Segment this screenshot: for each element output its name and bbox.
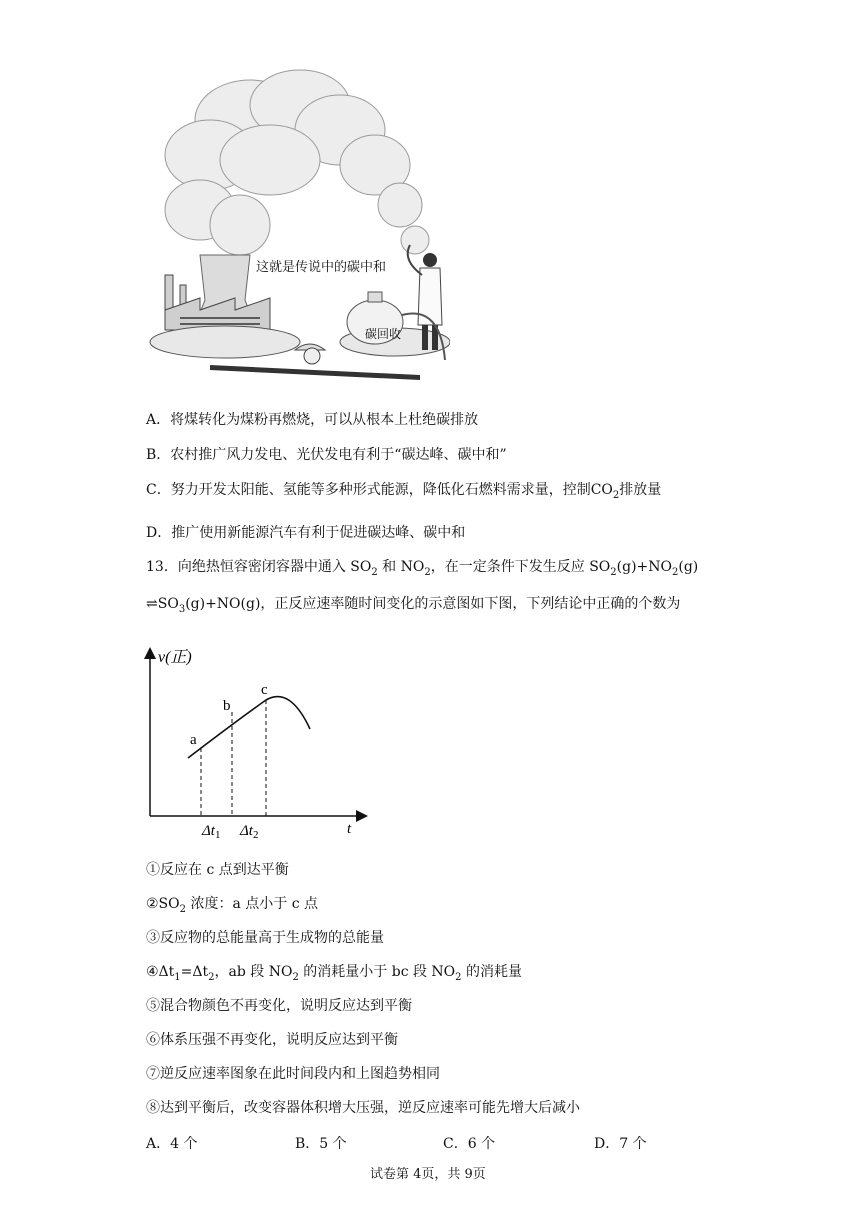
statement-3: ③反应物的总能量高于生成物的总能量	[146, 930, 384, 946]
point-label-a: a	[190, 732, 197, 748]
q12-option-c: C．努力开发太阳能、氢能等多种形式能源，降低化石燃料需求量，控制$CO_2$排放量	[146, 482, 662, 501]
rate-time-graph	[140, 640, 380, 840]
answer-option-c: C．6 个	[443, 1136, 496, 1152]
q12-option-a: A．将煤转化为煤粉再燃烧，可以从根本上杜绝碳排放	[146, 412, 479, 428]
x-axis-label: t	[347, 821, 352, 837]
q13-stem-line1: 13．向绝热恒容密闭容器中通入 $SO_2$ 和 $NO_2$，在一定条件下发生反应 $SO_2(g)+NO_2(g)$	[146, 559, 699, 578]
point-label-c: c	[261, 682, 268, 698]
statement-6: ⑥体系压强不再变化，说明反应达到平衡	[146, 1032, 398, 1048]
statement-8: ⑧达到平衡后，改变容器体积增大压强，逆反应速率可能先增大后减小	[146, 1100, 580, 1116]
tick-dt1: $\Delta t_1$	[202, 823, 221, 840]
answer-option-a: A．4 个	[146, 1136, 198, 1152]
point-label-b: b	[223, 698, 231, 714]
speech-text: 这就是传说中的碳中和	[256, 260, 387, 275]
rate-graph-svg	[140, 640, 380, 840]
answer-option-b: B．5 个	[295, 1136, 347, 1152]
carbon-neutral-illustration	[140, 60, 450, 390]
q12-option-d: D．推广使用新能源汽车有利于促进碳达峰、碳中和	[146, 525, 466, 541]
page-footer: 试卷第 4页，共 9页	[370, 1167, 486, 1182]
answer-option-d: D．7 个	[594, 1136, 647, 1152]
statement-7: ⑦逆反应速率图象在此时间段内和上图趋势相同	[146, 1066, 440, 1082]
rate-curve	[188, 697, 310, 758]
statement-5: ⑤混合物颜色不再变化，说明反应达到平衡	[146, 998, 412, 1014]
q13-stem-line2: $\rightleftharpoons SO_3(g)+NO(g)$，正反应速率随时间变化的示意图如下图，下列结论中正确的个数为	[146, 596, 681, 615]
q12-option-b: B．农村推广风力发电、光伏发电有利于“碳达峰、碳中和”	[146, 447, 507, 463]
statement-1: ①反应在 c 点到达平衡	[146, 862, 289, 878]
statement-4: $④\Delta t_1=\Delta t_2$，ab 段 $NO_2$ 的消耗量小于 bc 段 $NO_2$ 的消耗量	[146, 964, 522, 983]
tick-dt2: $\Delta t_2$	[240, 823, 259, 840]
tank-label: 碳回收	[365, 327, 402, 341]
y-axis-label: v(正)	[158, 649, 192, 666]
statement-2: $②SO_2$ 浓度：a 点小于 c 点	[146, 896, 318, 915]
